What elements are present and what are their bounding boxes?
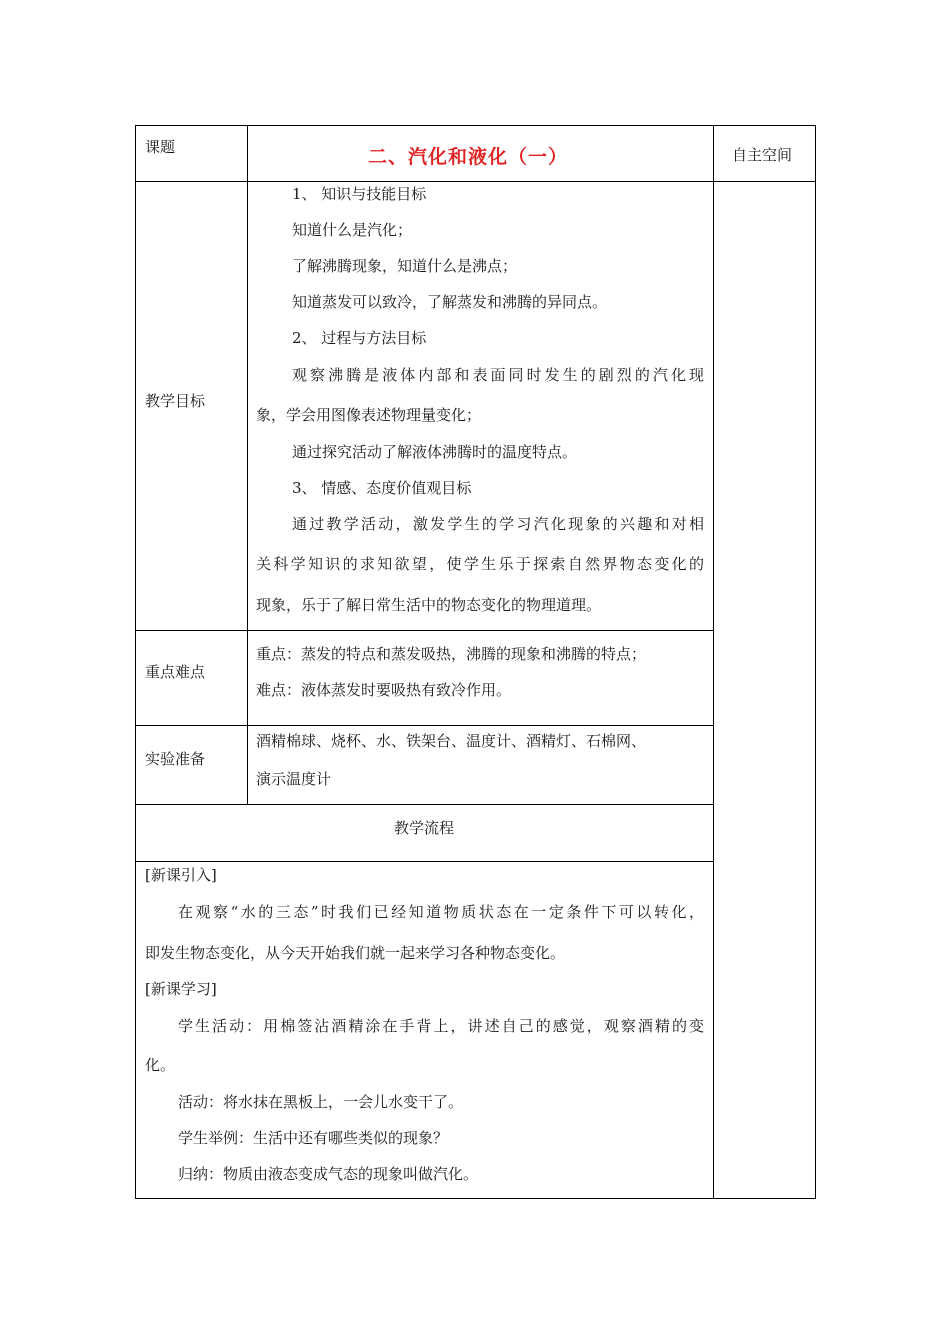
- flow-line: 活动：将水抹在黑板上，一会儿水变干了。: [178, 1093, 464, 1111]
- label-column-divider: [247, 125, 248, 805]
- objective-line: 1、 知识与技能目标: [292, 185, 427, 203]
- flow-line: 化。: [145, 1056, 176, 1074]
- objective-line: 3、 情感、态度价值观目标: [292, 479, 472, 497]
- prep-label: 实验准备: [145, 750, 206, 768]
- objective-line: 通过探究活动了解液体沸腾时的温度特点。: [292, 443, 578, 461]
- objective-line: 了解沸腾现象，知道什么是沸点；: [292, 257, 518, 275]
- flow-line: 学生举例：生活中还有哪些类似的现象？: [178, 1129, 449, 1147]
- objectives-label: 教学目标: [145, 392, 206, 410]
- prep-line: 演示温度计: [256, 770, 332, 788]
- objective-line: 2、 过程与方法目标: [292, 329, 427, 347]
- objective-line: 通过教学活动，激发学生的学习汽化现象的兴趣和对相: [292, 515, 704, 533]
- flow-line: [新课引入]: [145, 866, 217, 884]
- objective-line: 象，学会用图像表述物理量变化；: [256, 406, 482, 424]
- key-point-line: 重点：蒸发的特点和蒸发吸热，沸腾的现象和沸腾的特点；: [256, 645, 647, 663]
- flow-label: 教学流程: [394, 819, 455, 837]
- row-divider: [135, 725, 714, 726]
- flow-line: 即发生物态变化，从今天开始我们就一起来学习各种物态变化。: [145, 944, 566, 962]
- row-divider: [135, 630, 714, 631]
- flow-line: 归纳：物质由液态变成气态的现象叫做汽化。: [178, 1165, 479, 1183]
- topic-label: 课题: [145, 138, 176, 156]
- objective-line: 观察沸腾是液体内部和表面同时发生的剧烈的汽化现: [292, 366, 704, 384]
- objective-line: 知道什么是汽化；: [292, 221, 413, 239]
- objective-line: 知道蒸发可以致冷，了解蒸发和沸腾的异同点。: [292, 293, 608, 311]
- side-column-divider: [713, 125, 714, 1199]
- key-point-line: 难点：液体蒸发时要吸热有致冷作用。: [256, 681, 512, 699]
- flow-line: [新课学习]: [145, 980, 217, 998]
- lesson-title: 二、汽化和液化（一）: [368, 146, 569, 168]
- prep-line: 酒精棉球、烧杯、水、铁架台、温度计、酒精灯、石棉网、: [256, 732, 647, 750]
- flow-line: 学生活动：用棉签沾酒精涂在手背上，讲述自己的感觉，观察酒精的变: [178, 1017, 704, 1035]
- row-divider: [135, 804, 714, 805]
- objective-line: 关科学知识的求知欲望，使学生乐于探索自然界物态变化的: [256, 555, 704, 573]
- side-space-label: 自主空间: [732, 146, 793, 164]
- row-divider: [135, 861, 714, 862]
- objective-line: 现象，乐于了解日常生活中的物态变化的物理道理。: [256, 596, 602, 614]
- table-border-right: [815, 125, 816, 1199]
- key-points-label: 重点难点: [145, 663, 206, 681]
- table-border-left: [135, 125, 136, 1199]
- flow-line: 在观察“水的三态”时我们已经知道物质状态在一定条件下可以转化，: [178, 903, 704, 921]
